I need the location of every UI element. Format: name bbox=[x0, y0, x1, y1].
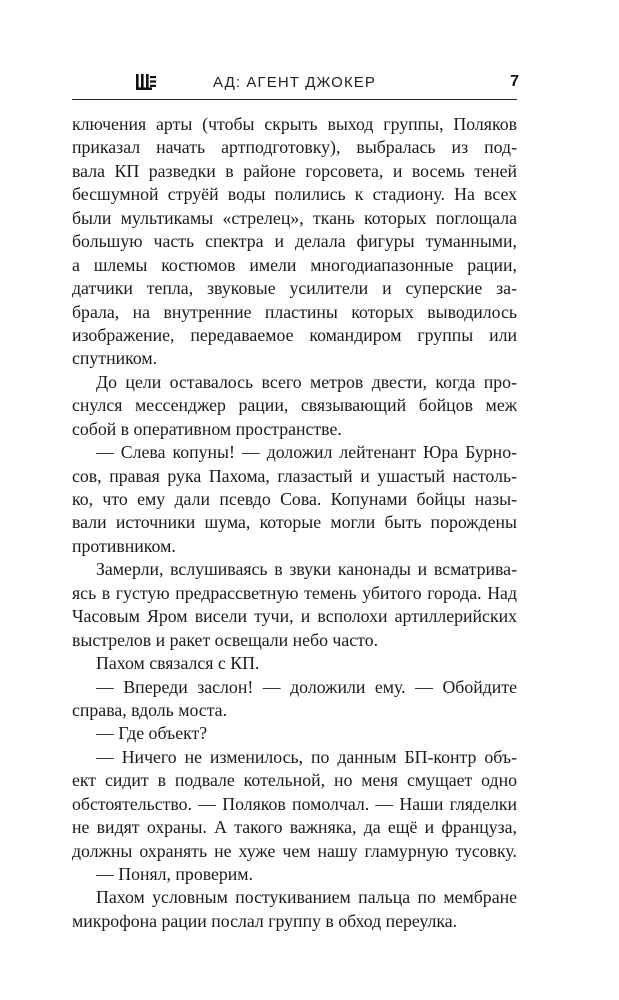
text-line: собой в оперативном пространстве. bbox=[72, 418, 342, 439]
text-line: ключения арты (чтобы скрыть выход группы, Поляков bbox=[72, 114, 517, 134]
text-line: сов, правая рука Пахома, глазастый и ушастый настоль- bbox=[72, 465, 517, 486]
text-line: снулся мессенджер рации, связывающий бойцов меж bbox=[72, 395, 517, 416]
text-line: вали источники шума, которые могли быть порождены bbox=[72, 512, 517, 533]
page-number: 7 bbox=[510, 73, 519, 90]
text-line: Замерли, вслушиваясь в звуки канонады и всматрива- bbox=[96, 559, 517, 580]
text-line: — Понял, проверим. bbox=[96, 864, 254, 884]
text-line: не видят охраны. А такого важняка, да ещё и француза, bbox=[72, 817, 517, 838]
text-line: Часовым Яром висели тучи, и всполохи артиллерийских bbox=[72, 606, 517, 627]
text-line: — Слева копуны! — доложил лейтенант Юра Бурно- bbox=[96, 442, 517, 463]
text-line: До цели оставалось всего метров двести, когда про- bbox=[96, 371, 517, 392]
text-line: бесшумной струёй воды полились к стадиону. На всех bbox=[72, 184, 517, 205]
text-line: приказал начать артподготовку), выбралась из под- bbox=[72, 137, 517, 158]
running-header bbox=[72, 74, 517, 92]
text-line: микрофона рации послал группу в обход переулка. bbox=[72, 910, 458, 931]
header-rule bbox=[72, 99, 517, 100]
text-line: вала КП разведки в районе горсовета, и восемь теней bbox=[72, 160, 517, 181]
text-line: были мультикамы «стрелец», ткань которых поглощала bbox=[72, 207, 517, 228]
text-line: ясь в густую предрассветную темень убитого города. Над bbox=[72, 582, 517, 603]
text-line: должны охранять не хуже чем нашу гламурную тусовку. bbox=[72, 840, 517, 861]
text-line: — Впереди заслон! — доложили ему. — Обойдите bbox=[96, 676, 517, 697]
text-line: спутником. bbox=[72, 348, 158, 369]
text-line: противником. bbox=[72, 535, 176, 556]
text-line: — Ничего не изменилось, по данным БП-контр объ- bbox=[96, 746, 517, 767]
text-line: — Где объект? bbox=[96, 723, 208, 744]
text-line: ект сидит в подвале котельной, но меня смущает одно bbox=[72, 770, 517, 791]
text-line: справа, вдоль моста. bbox=[72, 699, 228, 720]
text-line: ко, что ему дали псевдо Сова. Копунами бойцы назы- bbox=[72, 489, 517, 509]
text-line: а шлемы костюмов имели многодиапазонные рации, bbox=[72, 254, 517, 275]
text-line: обстоятельство. — Поляков помолчал. — Наши гляделки bbox=[72, 793, 517, 814]
running-title: АД: АГЕНТ ДЖОКЕР bbox=[213, 74, 376, 91]
text-line: изображение, передаваемое командиром группы или bbox=[72, 324, 517, 345]
body-text bbox=[72, 113, 517, 933]
text-line: Пахом связался с КП. bbox=[96, 653, 260, 674]
text-line: большую часть спектра и делала фигуры туманными, bbox=[72, 231, 517, 252]
text-line: датчики тепла, звуковые усилители и суперские за- bbox=[72, 278, 517, 299]
text-line: брала, на внутренние пластины которых выводилось bbox=[72, 301, 517, 322]
text-line: Пахом условным постукиванием пальца по мембране bbox=[96, 887, 517, 908]
text-line: выстрелов и ракет освещали небо часто. bbox=[72, 629, 379, 650]
